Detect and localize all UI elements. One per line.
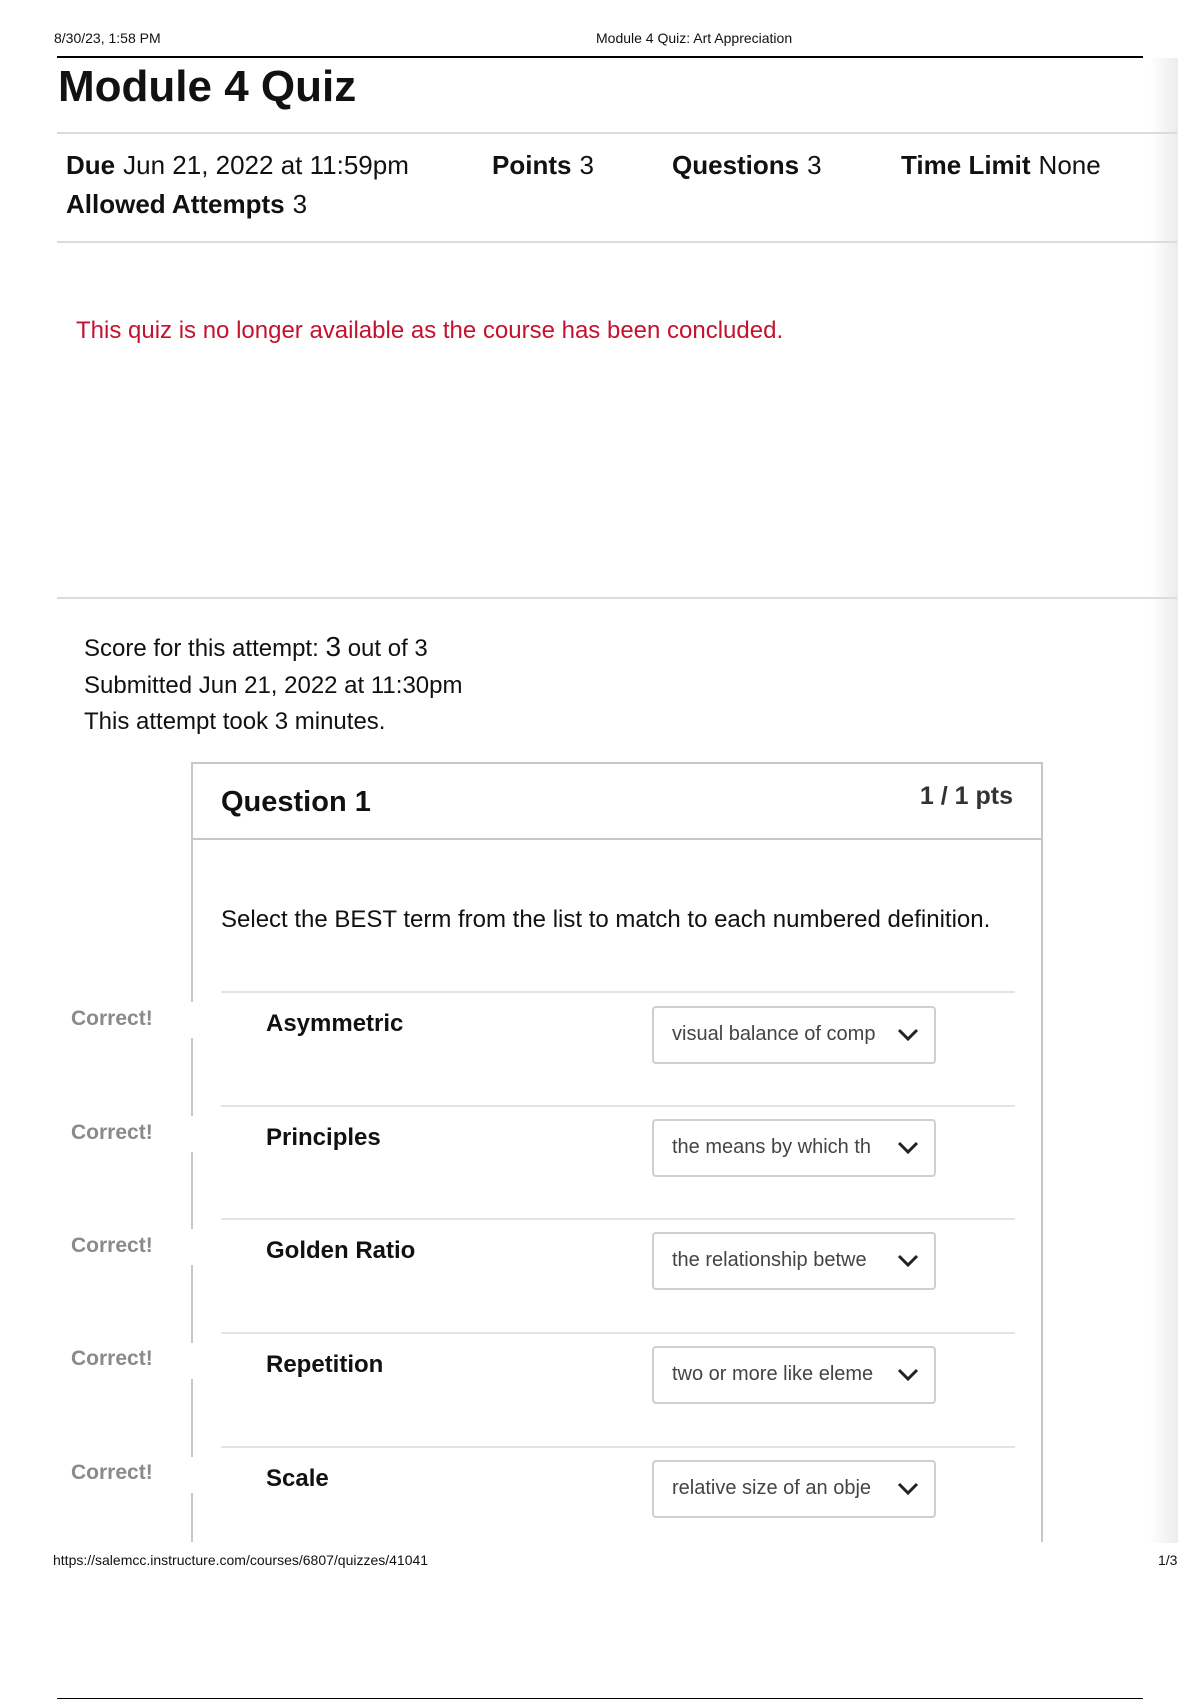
questions-value: 3 <box>807 150 822 180</box>
dropdown-selected-value: the means by which th <box>672 1136 871 1158</box>
due-label: Due <box>66 150 116 180</box>
questions-info <box>672 150 822 181</box>
points-label: Points <box>492 150 572 180</box>
chevron-down-icon <box>896 1139 920 1157</box>
card-border-gap <box>187 1457 197 1493</box>
attempt-duration: This attempt took 3 minutes. <box>84 708 386 735</box>
details-divider <box>57 241 1177 243</box>
time-limit-label: Time Limit <box>901 150 1031 180</box>
attempt-divider <box>57 597 1177 599</box>
print-page-title: Module 4 Quiz: Art Appreciation <box>596 30 793 46</box>
print-footer-url: https://salemcc.instructure.com/courses/6807/quizzes/41041 <box>53 1552 429 1568</box>
print-page-number: 1/3 <box>1158 1552 1178 1568</box>
answer-term: Golden Ratio <box>266 1237 416 1264</box>
page-edge-shadow <box>1150 58 1178 1543</box>
chevron-down-icon <box>896 1252 920 1270</box>
dropdown-selected-value: two or more like eleme <box>672 1363 874 1385</box>
due-value: Jun 21, 2022 at 11:59pm <box>123 150 409 180</box>
answer-status-correct: Correct! <box>71 1121 153 1144</box>
score-prefix: Score for this attempt: <box>84 635 319 662</box>
score-value: 3 <box>325 631 342 662</box>
card-border-gap <box>187 1343 197 1379</box>
question-title: Question 1 <box>221 786 371 818</box>
title-divider <box>57 132 1177 134</box>
answer-divider <box>221 1105 1015 1107</box>
answer-divider <box>221 1332 1015 1334</box>
answer-status-correct: Correct! <box>71 1234 153 1257</box>
page-bottom-rule <box>57 1698 1143 1699</box>
points-value: 3 <box>579 150 594 180</box>
page-title: Module 4 Quiz <box>58 62 357 111</box>
dropdown-selected-value: visual balance of comp <box>672 1023 876 1045</box>
answer-term: Scale <box>266 1465 329 1492</box>
allowed-attempts-info <box>66 189 307 220</box>
answer-term: Principles <box>266 1124 381 1151</box>
quiz-unavailable-notice: This quiz is no longer available as the course has been concluded. <box>76 317 784 344</box>
question-text: Select the BEST term from the list to match to each numbered definition. <box>221 906 991 933</box>
answer-divider <box>221 991 1015 993</box>
answer-dropdown[interactable] <box>652 1232 936 1290</box>
chevron-down-icon <box>896 1366 920 1384</box>
due-date <box>66 150 409 181</box>
chevron-down-icon <box>896 1480 920 1498</box>
chevron-down-icon <box>896 1026 920 1044</box>
answer-dropdown[interactable] <box>652 1119 936 1177</box>
answer-dropdown[interactable] <box>652 1346 936 1404</box>
answer-term: Repetition <box>266 1351 384 1378</box>
score-suffix: out of 3 <box>347 635 428 662</box>
questions-label: Questions <box>672 150 800 180</box>
answer-status-correct: Correct! <box>71 1007 153 1030</box>
answer-dropdown[interactable] <box>652 1006 936 1064</box>
time-limit-value: None <box>1038 150 1101 180</box>
dropdown-selected-value: the relationship betwe <box>672 1249 867 1271</box>
print-date: 8/30/23, 1:58 PM <box>54 30 161 46</box>
answer-divider <box>221 1218 1015 1220</box>
allowed-attempts-value: 3 <box>292 189 308 219</box>
answer-dropdown[interactable] <box>652 1460 936 1518</box>
card-border-gap <box>187 1002 197 1038</box>
answer-status-correct: Correct! <box>71 1347 153 1370</box>
attempt-score <box>84 631 428 663</box>
points-info <box>492 150 594 181</box>
question-header <box>193 764 1041 840</box>
dropdown-selected-value: relative size of an obje <box>672 1477 872 1499</box>
answer-divider <box>221 1446 1015 1448</box>
attempt-submitted: Submitted Jun 21, 2022 at 11:30pm <box>84 672 463 699</box>
question-points: 1 / 1 pts <box>919 782 1013 810</box>
card-border-gap <box>187 1116 197 1152</box>
answer-term: Asymmetric <box>266 1010 404 1037</box>
allowed-attempts-label: Allowed Attempts <box>66 189 285 219</box>
card-border-gap <box>187 1229 197 1265</box>
answer-status-correct: Correct! <box>71 1461 153 1484</box>
print-header-divider <box>57 56 1143 58</box>
time-limit-info <box>901 150 1101 181</box>
